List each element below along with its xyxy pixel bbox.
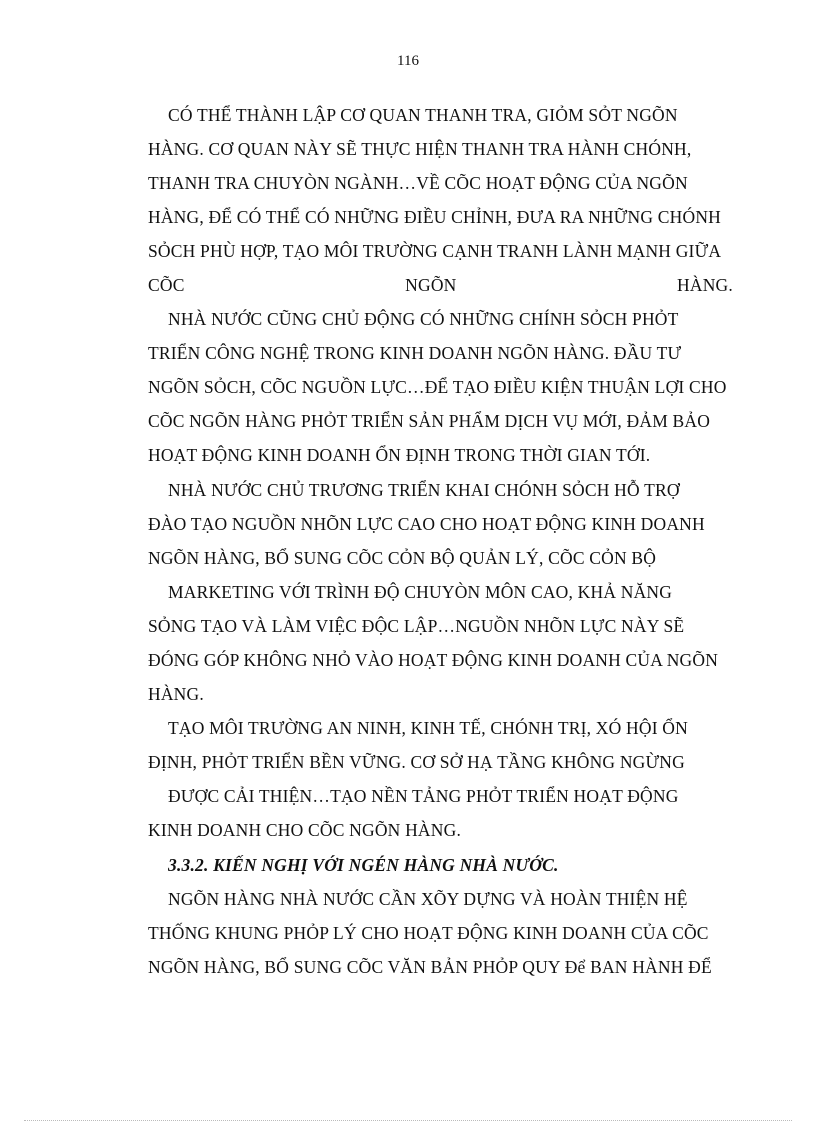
text-line: ĐÓNG GÓP KHÔNG NHỎ VÀO HOẠT ĐỘNG KINH DOANH CỦA NGÕN (148, 650, 719, 670)
text-line: NGÕN HÀNG NHÀ NƯỚC CẦN XÕY DỰNG VÀ HOÀN THIỆN HỆ (168, 889, 688, 909)
text-line: SỎNG TẠO VÀ LÀM VIỆC ĐỘC LẬP…NGUỒN NHÕN LỰC NÀY SẼ (148, 616, 685, 636)
text-line: TRIỂN CÔNG NGHỆ TRONG KINH DOANH NGÕN HÀNG. ĐẦU TƯ (148, 343, 682, 363)
word: HÀNG. (677, 275, 733, 295)
text-line: NGÕN HÀNG, BỔ SUNG CÕC VĂN BẢN PHỎP QUY Để BAN HÀNH ĐỂ (148, 957, 712, 977)
text-line: ĐỊNH, PHỎT TRIỂN BỀN VỮNG. CƠ SỞ HẠ TẦNG KHÔNG NGỪNG (148, 752, 685, 772)
page-bottom-rule (24, 1120, 792, 1121)
text-line: NGÕN HÀNG, BỔ SUNG CÕC CỎN BỘ QUẢN LÝ, CÕC CỎN BỘ (148, 548, 657, 568)
word: CÕC (148, 275, 185, 295)
text-line: ĐÀO TẠO NGUỒN NHÕN LỰC CAO CHO HOẠT ĐỘNG KINH DOANH (148, 514, 705, 534)
word: NGÕN (405, 275, 457, 295)
text-line-justified (148, 273, 733, 297)
text-line: CÓ THỂ THÀNH LẬP CƠ QUAN THANH TRA, GIỎM SỎT NGÕN (168, 105, 678, 125)
text-line: HÀNG, ĐỂ CÓ THỂ CÓ NHỮNG ĐIỀU CHỈNH, ĐƯA RA NHỮNG CHÓNH (148, 207, 721, 227)
page-number: 116 (397, 53, 419, 69)
text-line: CÕC NGÕN HÀNG PHỎT TRIỂN SẢN PHẨM DỊCH VỤ MỚI, ĐẢM BẢO (148, 411, 711, 431)
text-line: KINH DOANH CHO CÕC NGÕN HÀNG. (148, 820, 462, 840)
text-line: MARKETING VỚI TRÌNH ĐỘ CHUYÒN MÔN CAO, KHẢ NĂNG (168, 582, 673, 602)
text-line: NGÕN SỎCH, CÕC NGUỒN LỰC…ĐỂ TẠO ĐIỀU KIỆN THUẬN LỢI CHO (148, 377, 727, 397)
text-line: HÀNG. CƠ QUAN NÀY SẼ THỰC HIỆN THANH TRA HÀNH CHÓNH, (148, 139, 692, 159)
text-line: HÀNG. (148, 684, 204, 704)
text-line: NHÀ NƯỚC CHỦ TRƯƠNG TRIỂN KHAI CHÓNH SỎCH HỖ TRỢ (168, 480, 680, 500)
text-line: SỎCH PHÙ HỢP, TẠO MÔI TRƯỜNG CẠNH TRANH LÀNH MẠNH GIỮA (148, 241, 722, 261)
text-line: TẠO MÔI TRƯỜNG AN NINH, KINH TẾ, CHÓNH TRỊ, XÓ HỘI ỔN (168, 718, 688, 738)
text-line: THANH TRA CHUYÒN NGÀNH…VỀ CÕC HOẠT ĐỘNG CỦA NGÕN (148, 173, 688, 193)
text-line: NHÀ NƯỚC CŨNG CHỦ ĐỘNG CÓ NHỮNG CHÍNH SỎCH PHỎT (168, 309, 679, 329)
text-line: ĐƯỢC CẢI THIỆN…TẠO NỀN TẢNG PHỎT TRIỂN HOẠT ĐỘNG (168, 786, 679, 806)
section-heading: 3.3.2. KIẾN NGHỊ VỚI NGÉN HÀNG NHÀ NƯỚC. (168, 855, 559, 875)
text-line: THỐNG KHUNG PHỎP LÝ CHO HOẠT ĐỘNG KINH DOANH CỦA CÕC (148, 923, 709, 943)
text-line: HOẠT ĐỘNG KINH DOANH ỔN ĐỊNH TRONG THỜI GIAN TỚI. (148, 445, 651, 465)
